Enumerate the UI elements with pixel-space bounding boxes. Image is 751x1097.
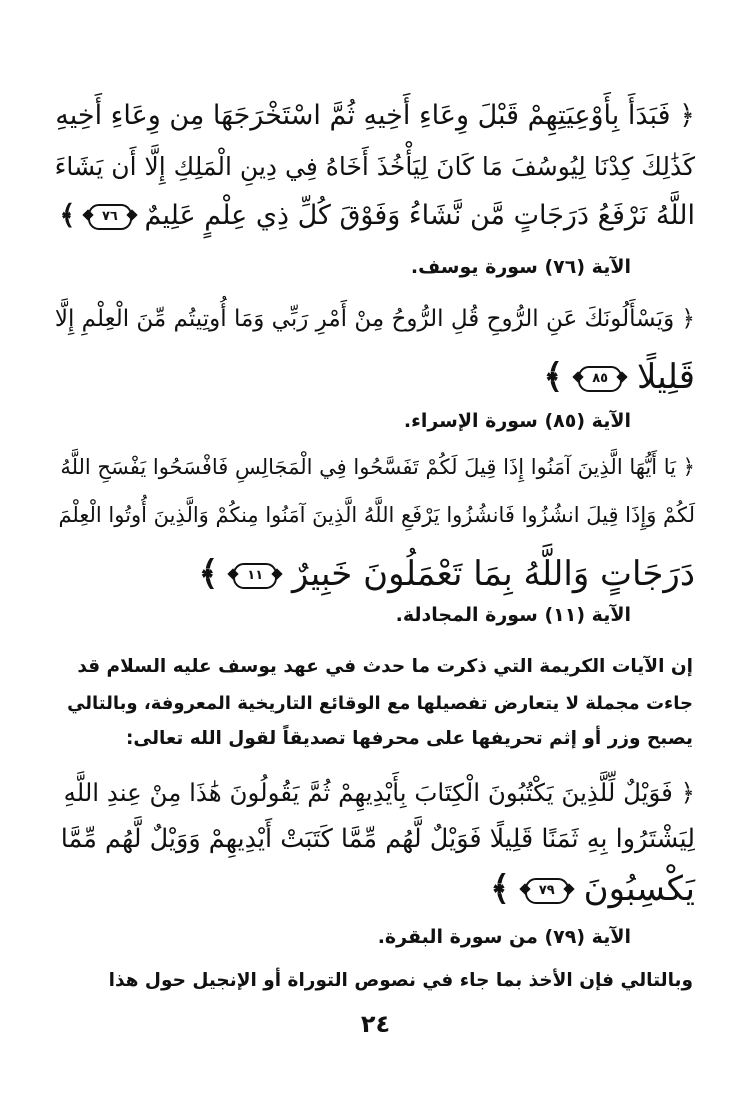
- closing-bracket: ﴾: [543, 357, 564, 397]
- verse-end-marker: ٨٥: [578, 366, 622, 392]
- verse-line: ﴿ فَبَدَأَ بِأَوْعِيَتِهِمْ قَبْلَ وِعَاءِ أَخِيهِ ثُمَّ اسْتَخْرَجَهَا مِن وِعَاءِ أَخِيهِ: [55, 100, 695, 131]
- verse-line: [198, 553, 695, 594]
- verse-text: قَلِيلًا: [636, 357, 695, 397]
- verse-end-marker: ١١: [233, 563, 277, 589]
- verse-end-marker: ٧٦: [88, 204, 132, 230]
- closing-bracket: ﴾: [59, 200, 76, 231]
- closing-bracket: ﴾: [198, 554, 219, 594]
- verse-reference: الآية (٧٦) سورة يوسف.: [410, 256, 631, 278]
- page-number: ٢٤: [360, 1010, 391, 1038]
- verse-reference: الآية (٧٩) من سورة البقرة.: [377, 926, 631, 948]
- verse-text: يَكْسِبُونَ: [583, 869, 695, 909]
- verse-line: [490, 868, 695, 909]
- verse-text: دَرَجَاتٍ وَاللَّهُ بِمَا تَعْمَلُونَ خَبِيرٌ: [292, 554, 695, 594]
- body-text-line: جاءت مجملة لا يتعارض تفصيلها مع الوقائع التاريخية المعروفة، وبالتالي: [67, 693, 693, 714]
- verse-reference: الآية (١١) سورة المجادلة.: [395, 604, 631, 626]
- verse-line: لِيَشْتَرُوا بِهِ ثَمَنًا قَلِيلًا فَوَيْلٌ لَّهُم مِّمَّا كَتَبَتْ أَيْدِيهِمْ وَوَيْلٌ لَّهُم مِّمَّا: [60, 824, 695, 854]
- verse-end-marker: ٧٩: [525, 878, 569, 904]
- verse-line: لَكُمْ وَإِذَا قِيلَ انشُزُوا فَانشُزُوا يَرْفَعِ اللَّهُ الَّذِينَ آمَنُوا مِنكُمْ وَالَّذِينَ أُوتُوا الْعِلْمَ: [58, 503, 695, 527]
- body-text-line: وبالتالي فإن الأخذ بما جاء في نصوص التوراة أو الإنجيل حول هذا: [108, 970, 693, 991]
- body-text-line: يصبح وزر أو إثم تحريفها على محرفها تصديقاً لقول الله تعالى:: [125, 728, 693, 749]
- verse-line: [59, 200, 695, 231]
- verse-text: اللَّهُ نَرْفَعُ دَرَجَاتٍ مَّن نَّشَاءُ وَفَوْقَ كُلِّ ذِي عِلْمٍ عَلِيمٌ: [144, 200, 695, 231]
- verse-line: ﴿ فَوَيْلٌ لِّلَّذِينَ يَكْتُبُونَ الْكِتَابَ بِأَيْدِيهِمْ ثُمَّ يَقُولُونَ هَٰذَا مِنْ عِندِ اللَّهِ: [63, 778, 695, 807]
- body-text-line: إن الآيات الكريمة التي ذكرت ما حدث في عهد يوسف عليه السلام قد: [77, 656, 693, 677]
- verse-line: كَذَٰلِكَ كِدْنَا لِيُوسُفَ مَا كَانَ لِيَأْخُذَ أَخَاهُ فِي دِينِ الْمَلِكِ إِلَّا أَن يَشَاءَ: [54, 152, 695, 181]
- verse-line: ﴿ يَا أَيُّهَا الَّذِينَ آمَنُوا إِذَا قِيلَ لَكُمْ تَفَسَّحُوا فِي الْمَجَالِسِ فَافْسَحُوا يَفْسَحِ اللَّهُ: [60, 455, 695, 479]
- verse-line: [543, 356, 695, 397]
- verse-line: ﴿ وَيَسْأَلُونَكَ عَنِ الرُّوحِ قُلِ الرُّوحُ مِنْ أَمْرِ رَبِّي وَمَا أُوتِيتُم مِّنَ الْعِلْمِ إِلَّا: [54, 306, 695, 332]
- verse-reference: الآية (٨٥) سورة الإسراء.: [403, 410, 631, 432]
- closing-bracket: ﴾: [490, 869, 510, 909]
